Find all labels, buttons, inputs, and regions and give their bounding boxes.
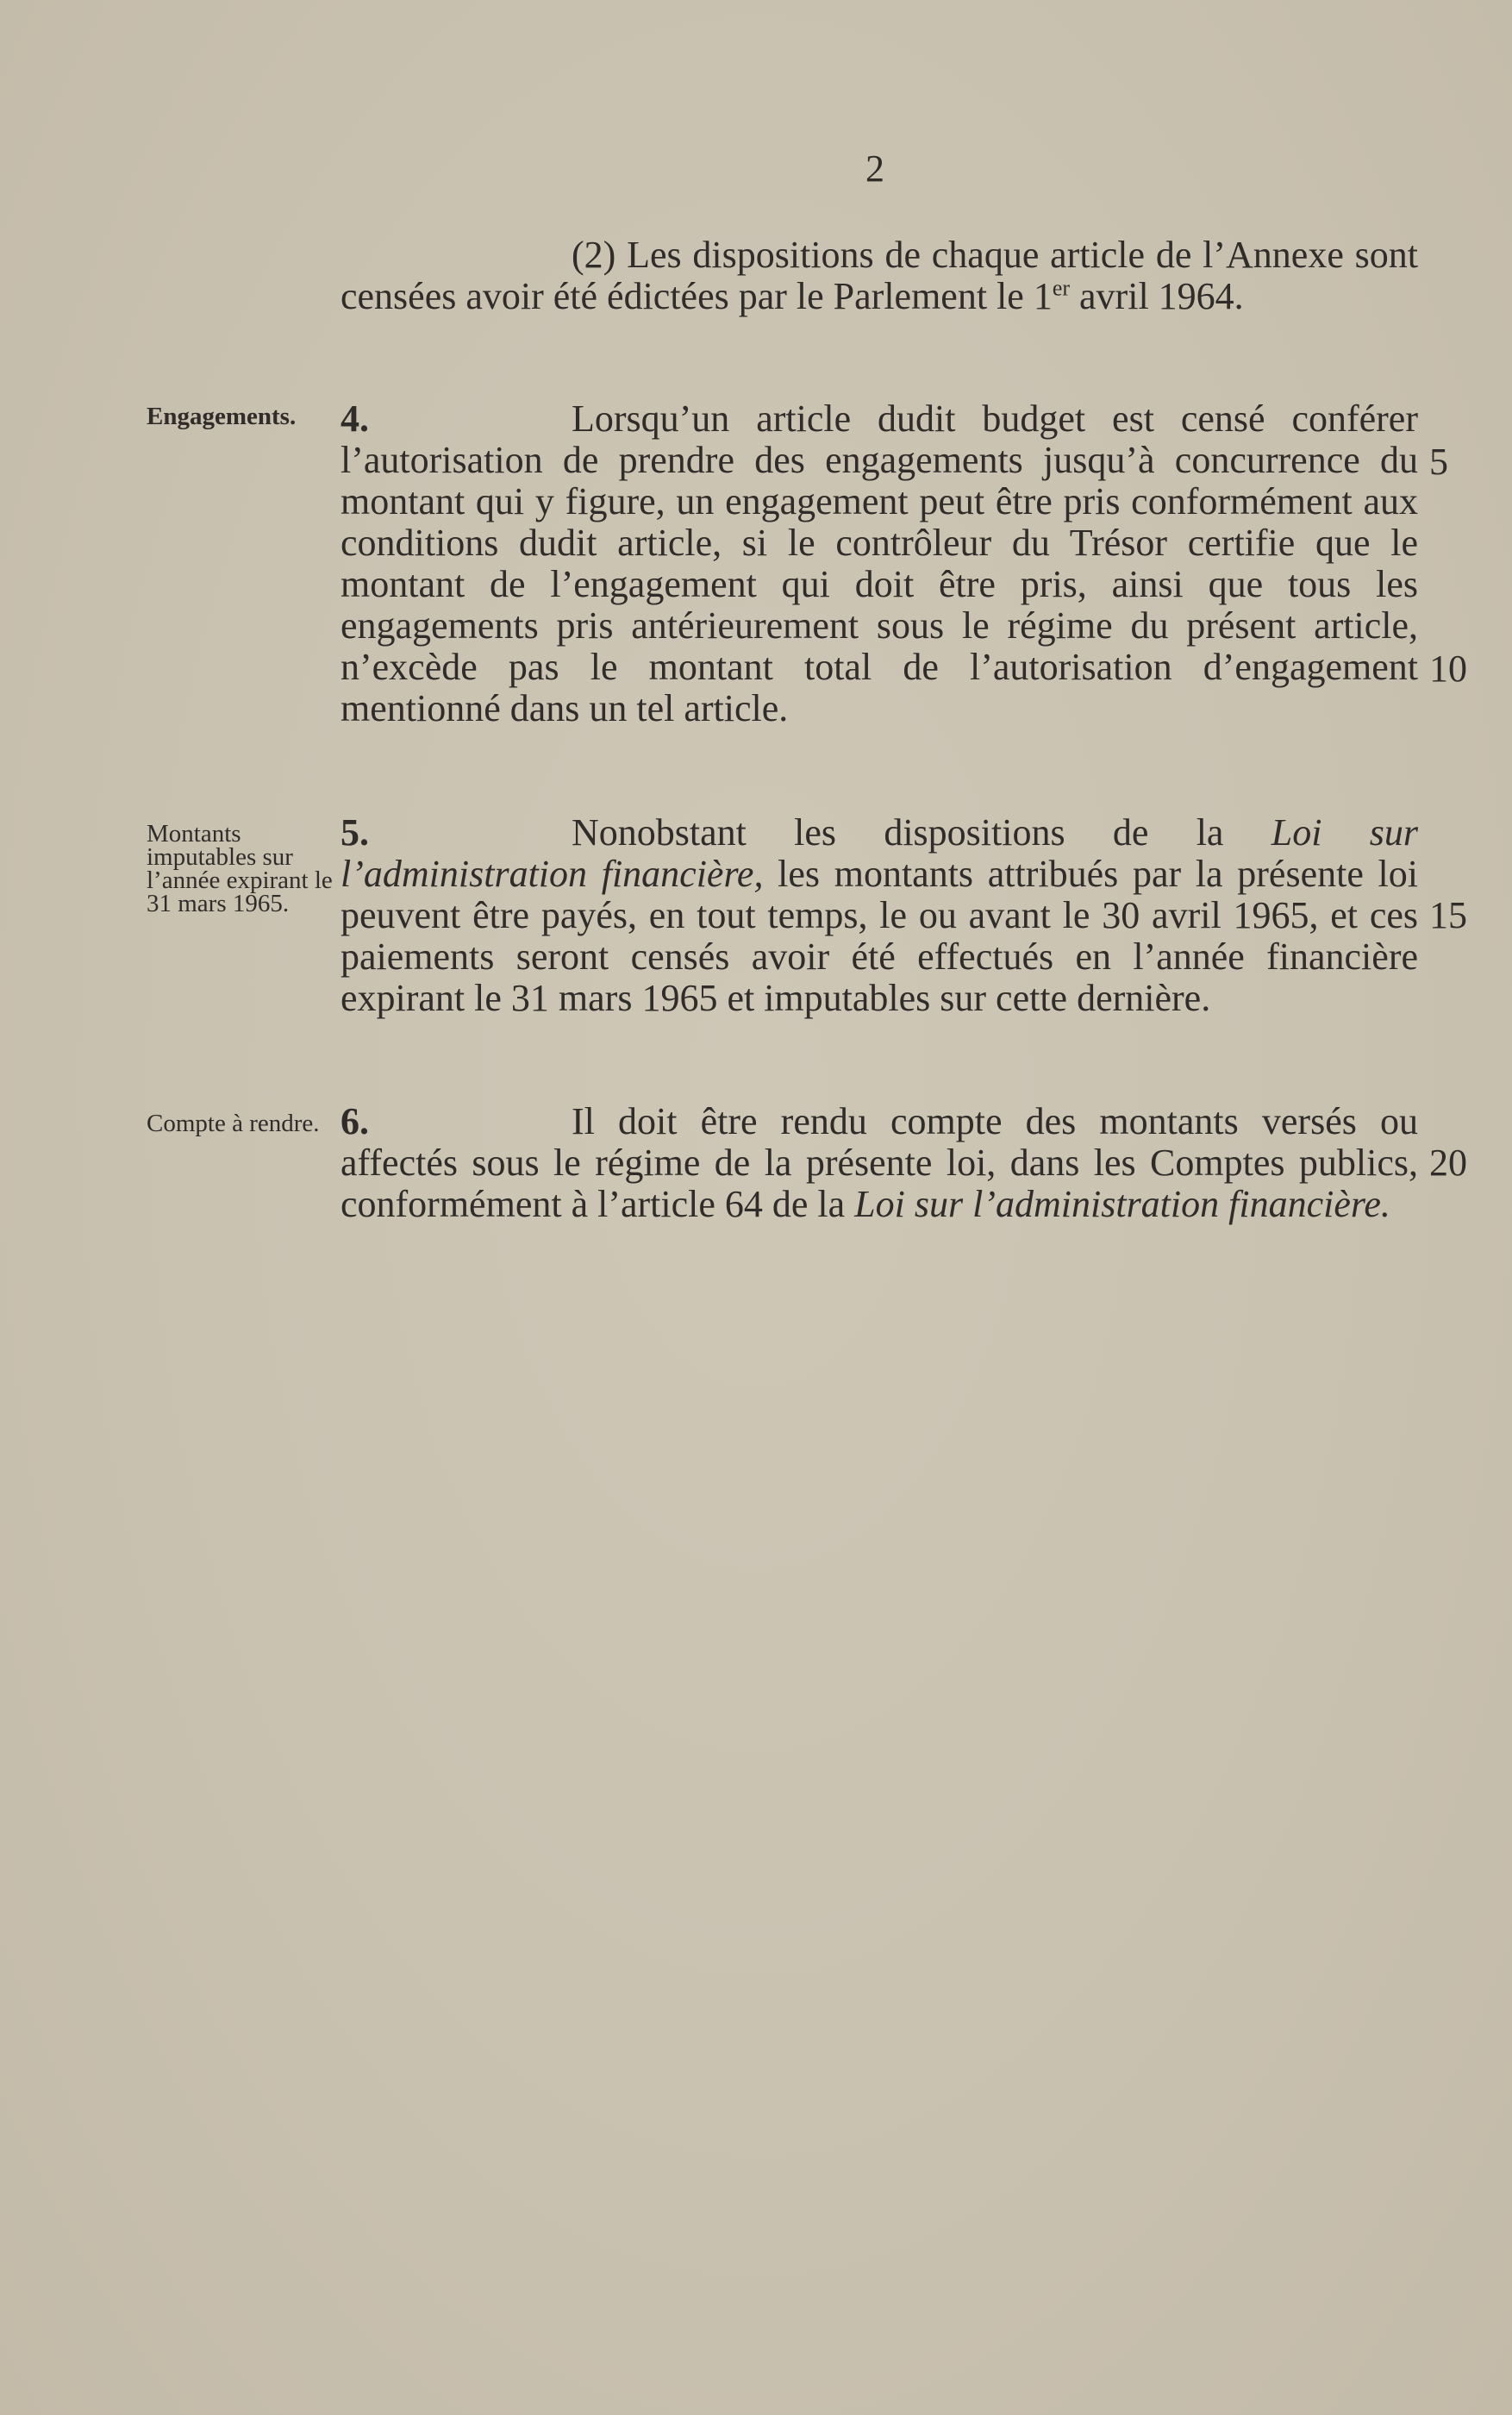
line-number-15: 15 [1429, 894, 1467, 936]
article-4-number: 4. [341, 397, 369, 440]
article-6-text-a: Il doit être rendu compte des montants versés ou affectés sous le régime de la présente loi, dans les Comptes publics, conformément à l’article 64 de la [341, 1100, 1418, 1225]
article-5-paragraph [341, 812, 1418, 1019]
article-5-law-title: Loi sur l’administration financière, [341, 811, 1418, 895]
subsection-2-text: (2) Les dispositions de chaque article de l’Annexe sont censées avoir été édictées par le Parlement le 1 [341, 234, 1418, 317]
article-6-paragraph [341, 1101, 1418, 1225]
marginal-note-compte-a-rendre: Compte à rendre. [147, 1110, 320, 1137]
article-6-number: 6. [341, 1100, 369, 1142]
line-number-5: 5 [1429, 441, 1448, 483]
line-number-20: 20 [1429, 1142, 1467, 1184]
marginal-note-engagements: Engagements. [147, 403, 297, 430]
article-4-paragraph [341, 398, 1418, 729]
article-5-number: 5. [341, 811, 369, 854]
article-5-text-b: les montants attribués par la présente loi peuvent être payés, en tout temps, le ou avant le 30 avril 1965, et ces paiements seront censés avoir été effectués en l’année financière expirant le 31 mars 1965 et imputables sur cette dernière. [341, 853, 1418, 1019]
line-number-10: 10 [1429, 648, 1467, 690]
page-number: 2 [865, 147, 884, 190]
ordinal-superscript: er [1052, 275, 1071, 301]
article-4-text: Lorsqu’un article dudit budget est censé conférer l’autorisation de prendre des engagements jusqu’à concurrence du montant qui y figure, un engagement peut être pris conformément aux conditions dudit article, si le contrôleur du Trésor certifie que le montant de l’engagement qui doit être pris, ainsi que tous les engagements pris antérieurement sous le régime du présent article, n’excède pas le montant total de l’autorisation d’engagement mentionné dans un tel article. [341, 397, 1418, 729]
subsection-2-text-end: avril 1964. [1070, 275, 1244, 317]
subsection-2-paragraph [341, 235, 1418, 317]
article-5-text-a: Nonobstant les dispositions de la [572, 811, 1271, 854]
marginal-note-montants-imputables: Montants imputables sur l’année expirant le 31 mars 1965. [147, 820, 333, 917]
article-6-law-title: Loi sur l’administration financière. [854, 1183, 1390, 1225]
